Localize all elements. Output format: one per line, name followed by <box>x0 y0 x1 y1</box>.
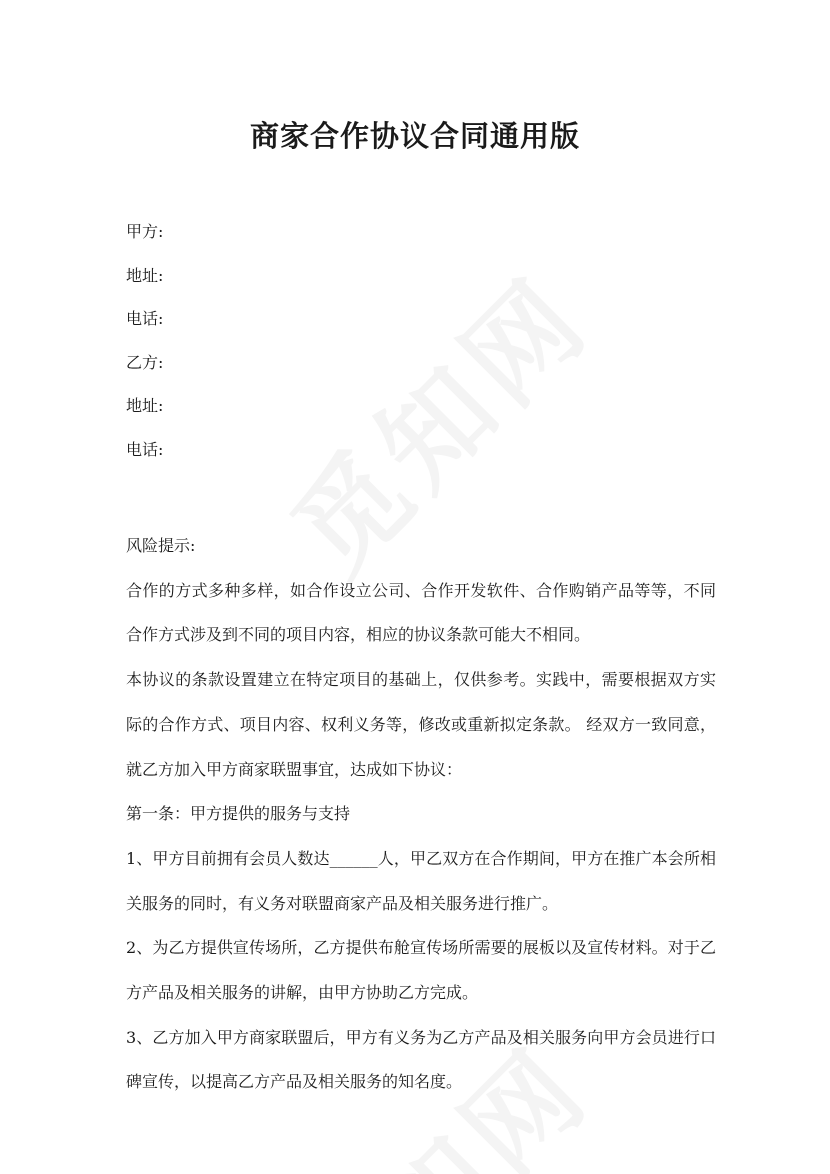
party-a-address-label: 地址: <box>126 265 164 285</box>
paragraph: 合作的方式多种多样，如合作设立公司、合作开发软件、合作购销产品等等，不同合作方式涉及到不同的项目内容，相应的协议条款可能大不相同。 <box>126 580 716 645</box>
party-a-label: 甲方: <box>126 222 164 241</box>
clause: 2、为乙方提供宣传场所，乙方提供布舱宣传场所需要的展板以及宣传材料。对于乙方产品及相关服务的讲解，由甲方协助乙方完成。 <box>126 938 716 1003</box>
party-a-phone-label: 电话: <box>126 309 164 328</box>
document-title: 商家合作协议合同通用版 <box>249 119 580 153</box>
paragraph: 本协议的条款设置建立在特定项目的基础上，仅供参考。实践中，需要根据双方实际的合作方式、项目内容、权利义务等，修改或重新拟定条款。 经双方一致同意，就乙方加入甲方商家联盟事宜，达成如下协议： <box>126 670 716 779</box>
party-info-list <box>126 220 716 481</box>
party-b-address-label: 地址: <box>126 396 164 415</box>
article-heading: 第一条：甲方提供的服务与支持 <box>126 804 351 824</box>
party-b-label: 乙方: <box>126 352 164 372</box>
party-b-phone-label: 电话: <box>126 439 164 459</box>
clause: 1、甲方目前拥有会员人数达______人，甲乙双方在合作期间，甲方在推广本会所相关服务的同时，有义务对联盟商家产品及相关服务进行推广。 <box>126 848 716 913</box>
document-body <box>126 524 716 1105</box>
risk-notice-heading: 风险提示: <box>126 536 196 555</box>
clause: 3、乙方加入甲方商家联盟后，甲方有义务为乙方产品及相关服务向甲方会员进行口碑宣传，以提高乙方产品及相关服务的知名度。 <box>126 1027 716 1092</box>
